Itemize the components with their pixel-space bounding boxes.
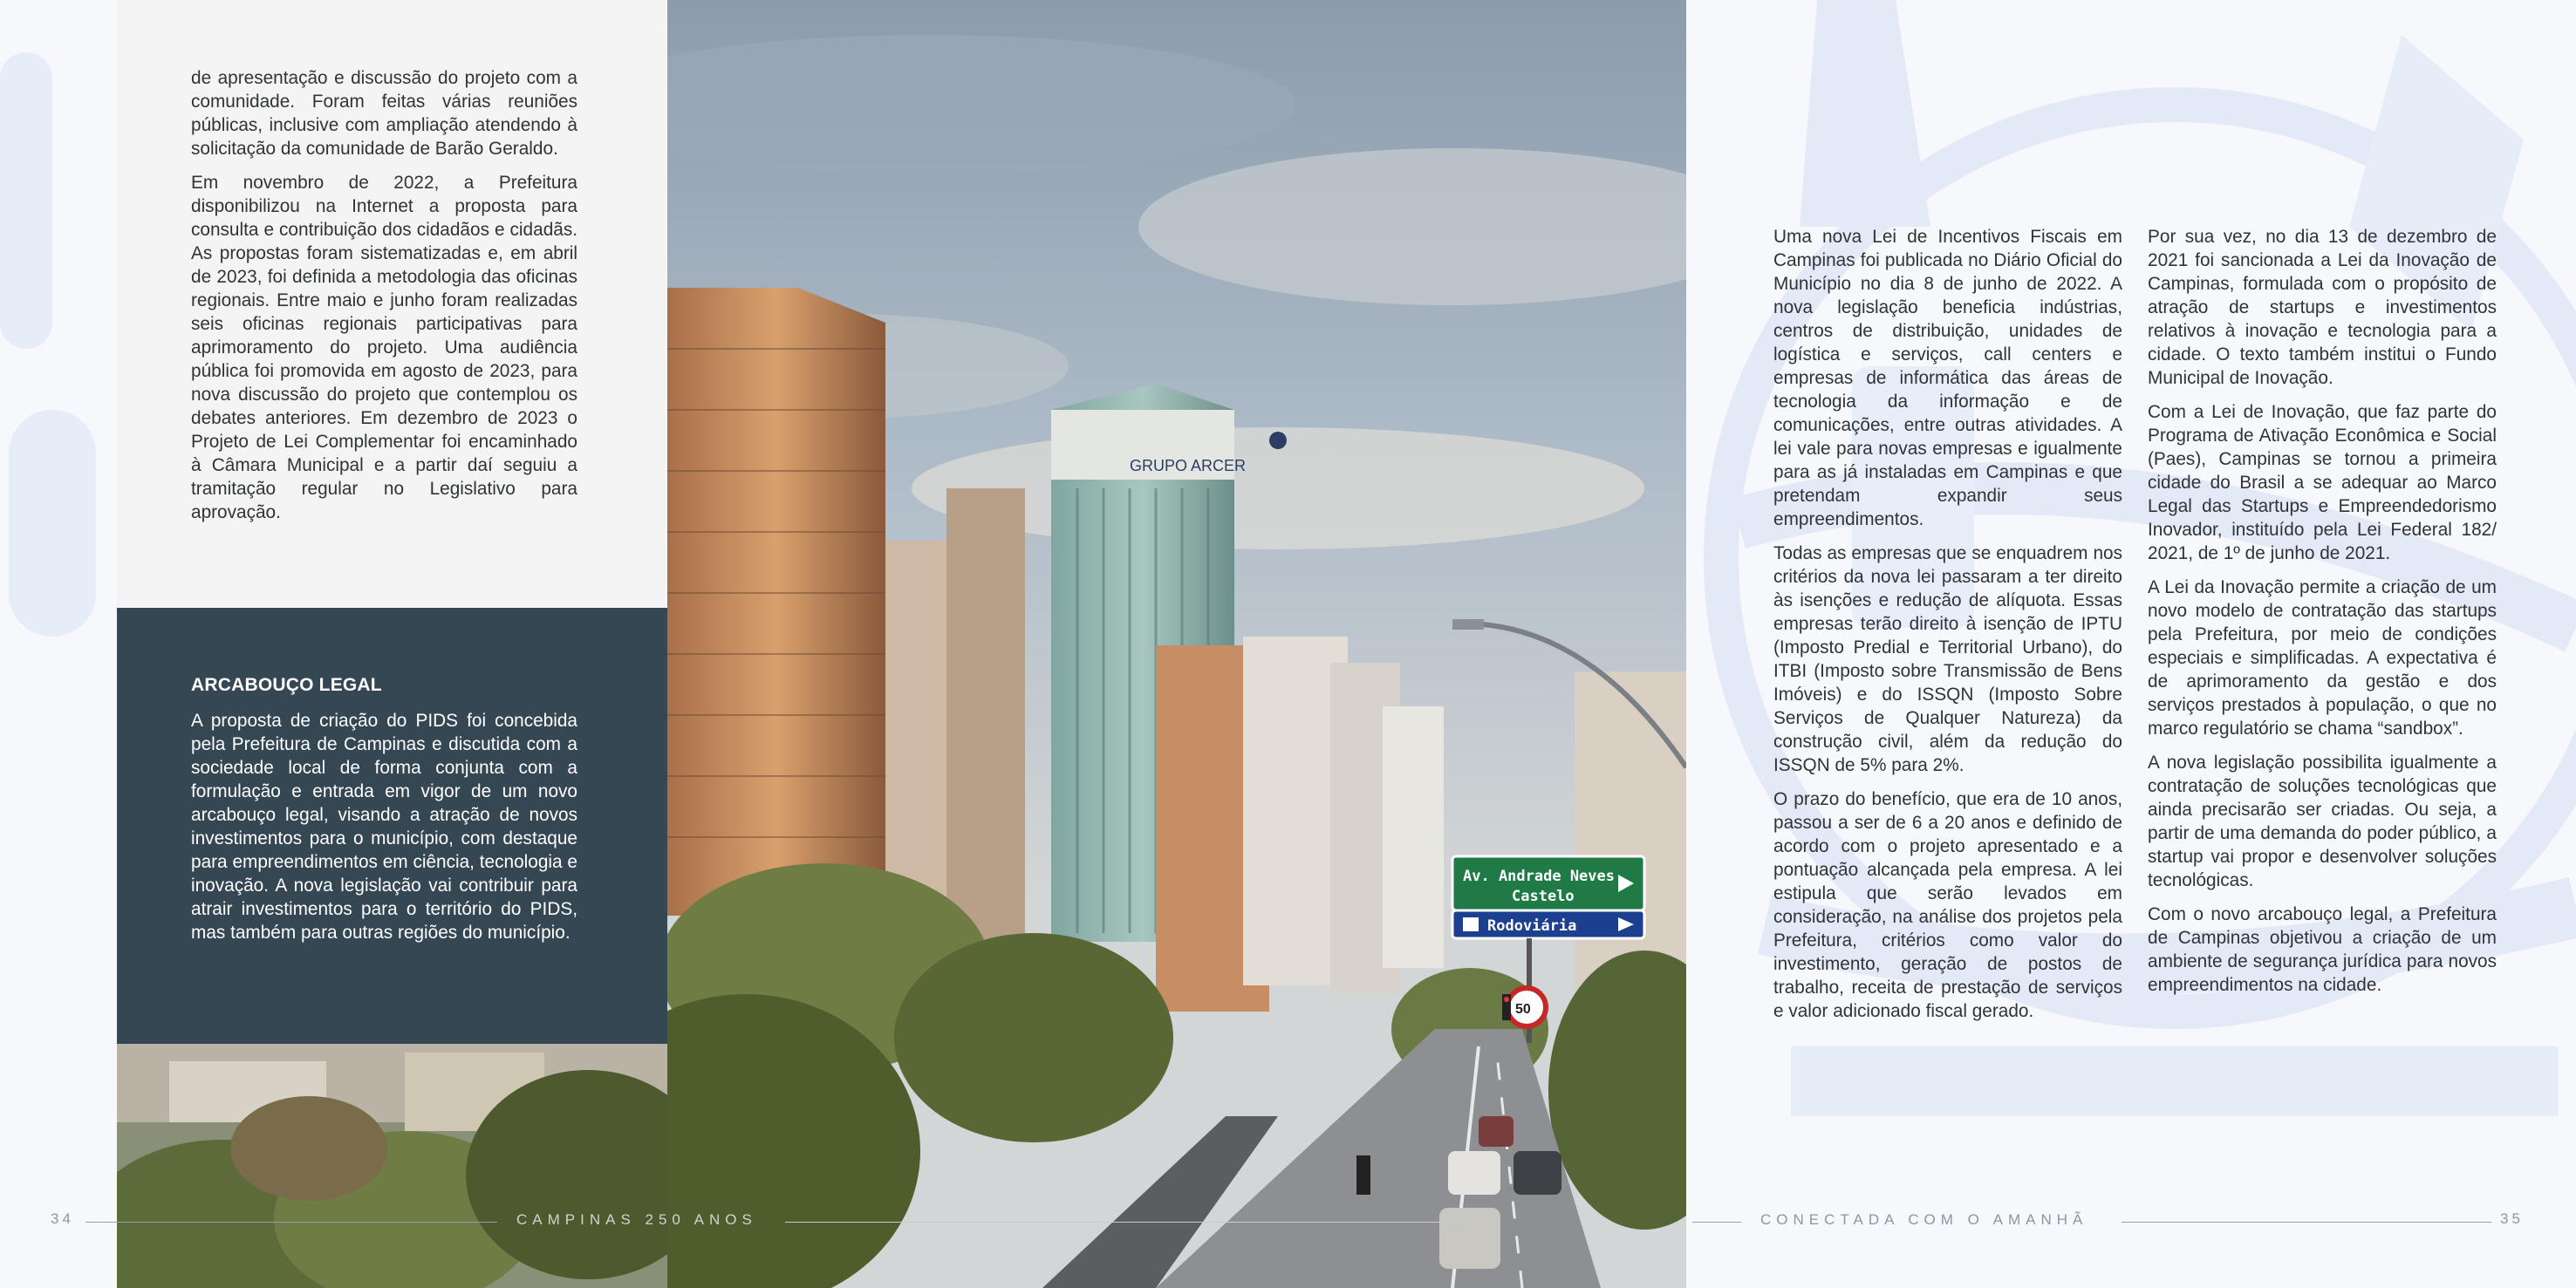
sign-text-line3: Rodoviária bbox=[1487, 917, 1577, 935]
right-paragraph: Com o novo arcabouço legal, a Prefeitura de Campinas objetivou a criação de um ambiente de segurança jurídica para novos empreendimentos na cidade. bbox=[2148, 904, 2497, 995]
right-paragraph: A nova legislação possibilita igualmente a contratação de soluções tecnológicas que ainda precisarão ser criadas. Ou seja, a partir de uma demanda do poder público, a startup vai propor e desenvolver soluções tecnológicas. bbox=[2148, 753, 2497, 890]
building-logo-text: GRUPO ARCER bbox=[1130, 457, 1247, 474]
footer-rule bbox=[2122, 1222, 2491, 1223]
footer-rule bbox=[785, 1222, 1466, 1223]
footer-rule bbox=[85, 1222, 497, 1223]
right-page-column-2 bbox=[2148, 225, 2497, 1007]
page-number-right: 35 bbox=[2500, 1210, 2524, 1227]
right-paragraph: O prazo do benefício, que era de 10 anos, passou a ser de 6 a 20 anos e definido de acordo com o projeto apresentado e a pontuação alcançada pela empresa. A lei estipula que serão levados em consideração, na análise dos projetos pela Prefeitura, critérios como valor do investimento, geração de postos de trabalho, receita de prestação de serviços e valor adicionado fiscal gerado. bbox=[1773, 789, 2122, 1021]
legal-framework-heading: ARCABOUÇO LEGAL bbox=[191, 675, 382, 695]
right-paragraph: Por sua vez, no dia 13 de dezembro de 2021 foi sancionada a Lei da Inovação de Campinas, formulada com o propósito de atração de startups e investimentos relativos à inovação e tecnologia para a cidade. O texto também institui o Fundo Municipal de Inovação. bbox=[2148, 227, 2497, 388]
right-paragraph: Uma nova Lei de Incentivos Fiscais em Campinas foi publicada no Diário Oficial do Município no dia 8 de junho de 2022. A nova legislação beneficia indústrias, centros de distribuição, unidades de logística e serviços, call centers e empresas de informática das áreas de tecnologia da informação e de comunicações, entre outras atividades. A lei vale para novas empresas e igualmente para as já instaladas em Campinas e que pretendam expandir seus empreendimentos. bbox=[1773, 227, 2122, 529]
left-paragraph: Em novembro de 2022, a Prefeitura disponibilizou na Internet a proposta para consulta e contribuição dos cidadãos e cidadãs. As propostas foram sistematizadas e, em abril de 2023, foi definida a metodologia das oficinas regionais. Entre maio e junho foram realizadas seis oficinas regionais participativas para aprimoramento do projeto. Uma audiência pública foi promovida em agosto de 2023, para nova discussão do projeto que contemplou os debates anteriores. Em dezembro de 2023 o Projeto de Lei Complementar foi encaminhado à Câmara Municipal e a partir daí seguiu a tramitação regular no Legislativo para aprovação. bbox=[191, 173, 577, 522]
footer-title-left: CAMPINAS 250 ANOS bbox=[516, 1211, 757, 1228]
left-page-body bbox=[191, 66, 577, 535]
right-page-column-1 bbox=[1773, 225, 2122, 1033]
legal-framework-text: A proposta de criação do PIDS foi concebida pela Prefeitura de Campinas e discutida com a sociedade local de forma conjunta com a formulação e entrada em vigor de um novo arcabouço legal, visando a atração de novos investimentos para o município, com destaque para empreendimentos em ciência, tecnologia e inovação. A nova legislação vai contribuir para atrair investimentos para o território do PIDS, mas também para outras regiões do município. bbox=[191, 711, 577, 943]
city-street-photo bbox=[667, 0, 1686, 1288]
sign-text-line1: Av. Andrade Neves bbox=[1463, 868, 1615, 885]
left-paragraph: de apresentação e discussão do projeto com a comunidade. Foram feitas várias reuniões públicas, inclusive com ampliação atendendo à solicitação da comunidade de Barão Geraldo. bbox=[191, 68, 577, 159]
right-paragraph: Com a Lei de Inovação, que faz parte do Programa de Ativação Econômica e Social (Paes), Campinas se tornou a primeira cidade do Brasil a se adequar ao Marco Legal das Startups e Empreendedorismo Inovador, instituído pela Lei Federal 182/ 2021, de 1º de junho de 2021. bbox=[2148, 402, 2497, 563]
footer-rule bbox=[1692, 1222, 1741, 1223]
right-paragraph: Todas as empresas que se enquadrem nos critérios da nova lei passaram a ter direito às isenções e redução de alíquota. Essas empresas terão direito à isenção de IPTU (Imposto Predial e Territorial Urbano), do ITBI (Imposto sobre Transmissão de Bens Imóveis) e do ISSQN (Imposto Sobre Serviços de Qualquer Natureza) da construção civil, além da redução do ISSQN de 5% para 2%. bbox=[1773, 543, 2122, 775]
page-number-left: 34 bbox=[51, 1210, 74, 1227]
street-photo-foliage bbox=[117, 1044, 667, 1288]
footer-title-right: CONECTADA COM O AMANHÃ bbox=[1760, 1211, 2088, 1228]
right-paragraph: A Lei da Inovação permite a criação de um novo modelo de contratação das startups pela Prefeitura, por meio de condições especiais e simplificadas. A expectativa é de aprimoramento da gestão e dos serviços prestados à população, o que no marco regulatório se chama “sandbox”. bbox=[2148, 577, 2497, 739]
speed-limit-text: 50 bbox=[1515, 1002, 1531, 1017]
sign-text-line2: Castelo bbox=[1512, 888, 1575, 905]
